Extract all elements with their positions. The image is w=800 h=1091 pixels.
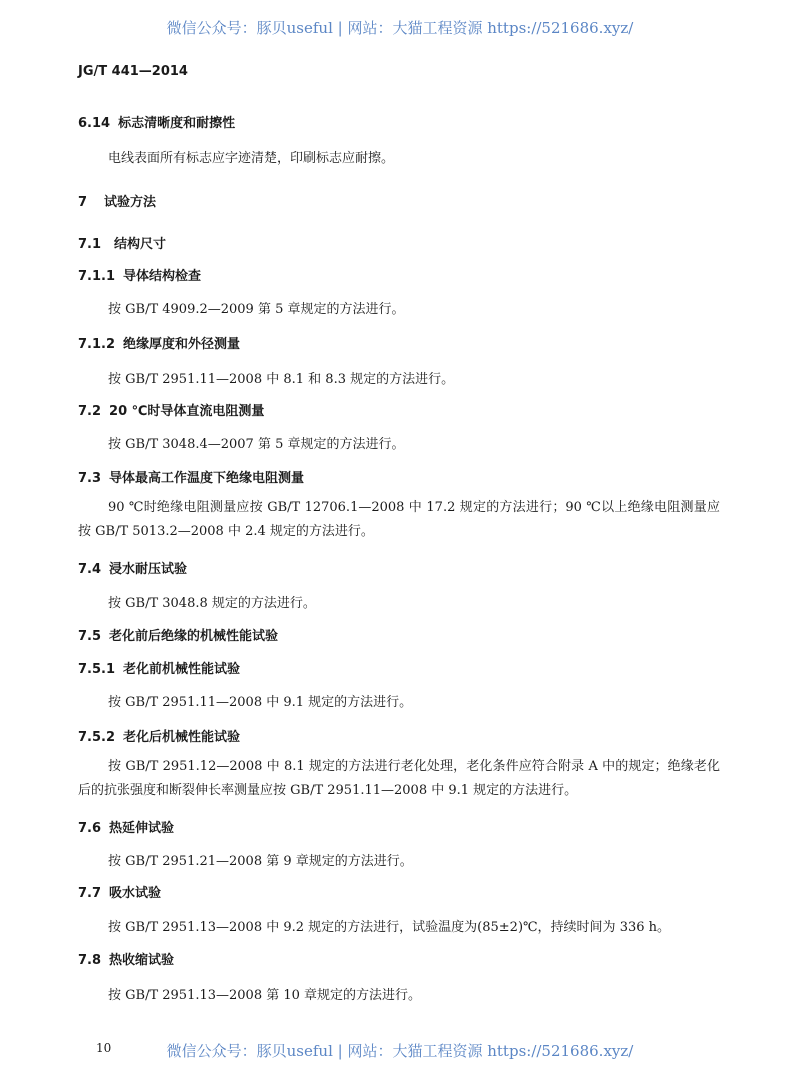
- section-title: 标志清晰度和耐擦性: [118, 116, 236, 131]
- watermark-bottom: 微信公众号：豚贝useful | 网站：大猫工程资源 https://521686.xyz/: [166, 1042, 634, 1060]
- section-title: 导体结构检查: [123, 269, 202, 284]
- section-title: 老化后机械性能试验: [123, 730, 241, 745]
- section-title: 吸水试验: [109, 886, 162, 901]
- section-heading: [78, 817, 174, 836]
- section-heading: [78, 191, 156, 210]
- section-heading: [78, 400, 264, 419]
- standard-code: JG/T 441—2014: [78, 64, 188, 79]
- section-heading: [78, 233, 166, 252]
- section-title: 导体最高工作温度下绝缘电阻测量: [109, 471, 305, 486]
- body-text: 按 GB/T 2951.21—2008 第 9 章规定的方法进行。: [108, 854, 413, 869]
- body-paragraph: 90 ℃时绝缘电阻测量应按 GB/T 12706.1—2008 中 17.2 规定的方法进行；90 ℃以上绝缘电阻测量应按 GB/T 5013.2—2008 中 2.4 规定的方法进行。: [78, 500, 720, 539]
- page-number: 10: [96, 1041, 112, 1055]
- section-number: 7.5.2: [78, 730, 116, 745]
- section-number: 7.2: [78, 404, 102, 419]
- section-number: 7.1.2: [78, 337, 116, 352]
- section-title: 老化前机械性能试验: [123, 662, 241, 677]
- section-heading: [78, 882, 161, 901]
- section-title: 热收缩试验: [109, 953, 175, 968]
- body-text: 电线表面所有标志应字迹清楚，印刷标志应耐擦。: [108, 151, 395, 166]
- section-number: 7.7: [78, 886, 102, 901]
- section-heading: [78, 265, 201, 284]
- section-heading: [78, 333, 240, 352]
- section-heading: [78, 949, 174, 968]
- body-text: 按 GB/T 3048.8 规定的方法进行。: [108, 596, 316, 611]
- section-number: 7.5.1: [78, 662, 116, 677]
- section-title: 绝缘厚度和外径测量: [123, 337, 241, 352]
- section-number: 7.6: [78, 821, 102, 836]
- section-number: 7.5: [78, 629, 102, 644]
- body-text: 按 GB/T 2951.11—2008 中 9.1 规定的方法进行。: [108, 695, 413, 710]
- section-title: 老化前后绝缘的机械性能试验: [109, 629, 279, 644]
- body-text: 按 GB/T 2951.13—2008 中 9.2 规定的方法进行，试验温度为(85±2)℃，持续时间为 336 h。: [108, 920, 671, 935]
- body-paragraph: 按 GB/T 2951.12—2008 中 8.1 规定的方法进行老化处理，老化条件应符合附录 A 中的规定；绝缘老化后的抗张强度和断裂伸长率测量应按 GB/T 2951.11—2008 中 9.1 规定的方法进行。: [78, 759, 720, 798]
- section-heading: [78, 726, 240, 745]
- body-text: 按 GB/T 2951.11—2008 中 8.1 和 8.3 规定的方法进行。: [108, 372, 455, 387]
- section-title: 20 ℃时导体直流电阻测量: [109, 404, 265, 419]
- section-number: 7: [78, 195, 88, 210]
- section-number: 7.8: [78, 953, 102, 968]
- section-heading: [78, 658, 240, 677]
- section-number: 7.1: [78, 237, 102, 252]
- section-title: 热延伸试验: [109, 821, 175, 836]
- section-number: 7.1.1: [78, 269, 116, 284]
- body-text: 按 GB/T 2951.13—2008 第 10 章规定的方法进行。: [108, 988, 422, 1003]
- section-heading: [78, 112, 235, 131]
- section-number: 7.4: [78, 562, 102, 577]
- body-text: 按 GB/T 3048.4—2007 第 5 章规定的方法进行。: [108, 437, 405, 452]
- watermark-top: 微信公众号：豚贝useful | 网站：大猫工程资源 https://521686.xyz/: [166, 19, 634, 37]
- section-title: 试验方法: [104, 195, 157, 210]
- section-title: 浸水耐压试验: [109, 562, 188, 577]
- section-title: 结构尺寸: [114, 237, 167, 252]
- section-number: 7.3: [78, 471, 102, 486]
- section-heading: [78, 558, 187, 577]
- section-heading: [78, 467, 304, 486]
- body-text: 按 GB/T 4909.2—2009 第 5 章规定的方法进行。: [108, 302, 405, 317]
- section-heading: [78, 625, 278, 644]
- section-number: 6.14: [78, 116, 111, 131]
